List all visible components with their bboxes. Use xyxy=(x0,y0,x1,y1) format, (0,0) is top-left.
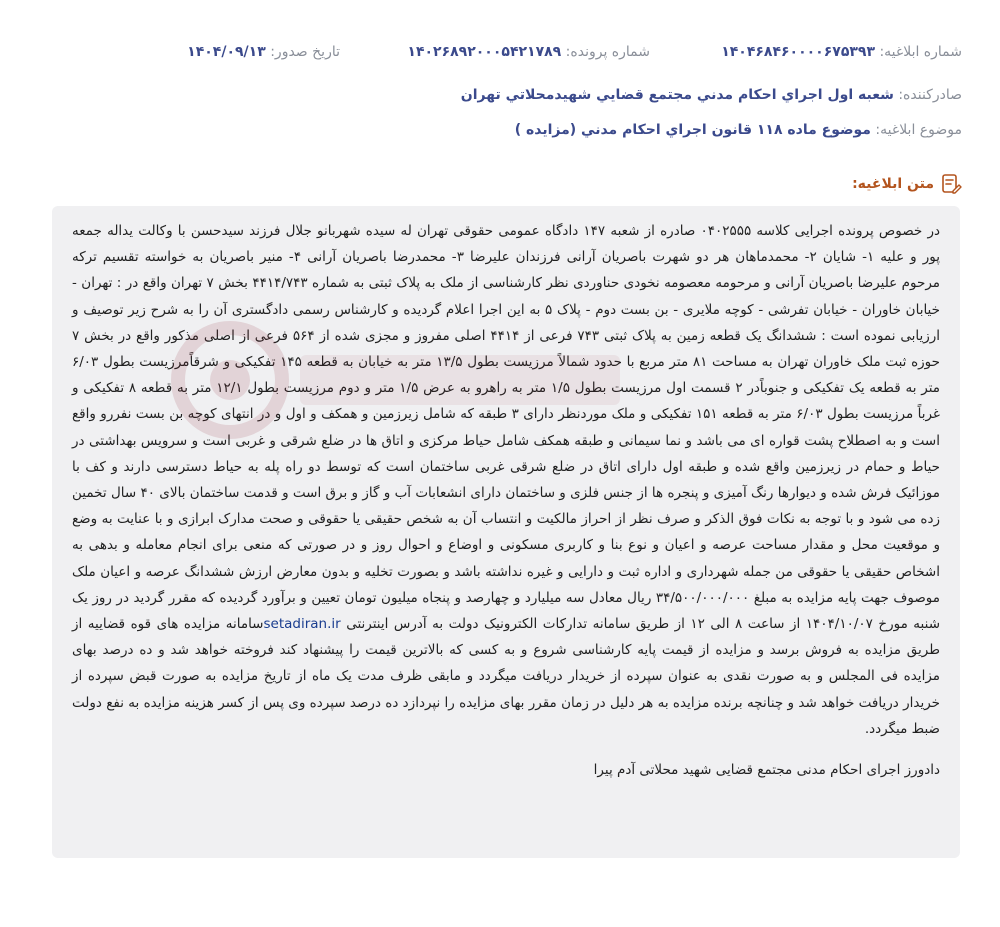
issuer-label: صادرکننده: xyxy=(898,87,962,103)
case-number xyxy=(407,44,650,60)
issue-date xyxy=(187,44,340,60)
issuer-value: شعبه اول اجراي احكام مدني مجتمع قضايي شهيدمحلاتي تهران xyxy=(460,87,894,103)
notice-body-text xyxy=(72,218,940,742)
notice-text-title: متن ابلاغیه: xyxy=(852,176,934,192)
subject-line xyxy=(515,122,962,138)
notice-body-part-2: سامانه مزایده های قوه قضاییه از طریق مزایده به فروش برسد و مزایده از قیمت پایه کارشناسی شروع و به کسی که بالاترین قیمت را پیشنهاد کند فروخته خواهد شد و ده درصد بهای مزایده فی المجلس و به صورت نقدی به عنوان سپرده از خریدار دریافت میگردد و مابقی ظرف مدت یک ماه از تاریخ مزایده به صورت قبض سپرده از خریدار دریافت خواهد شد و چنانچه برنده مزایده به هر دلیل در زمان مقرر بهای مزایده را نپردازد ده درصد سپرده وی پس از کسر هزینه مزایده به نفع دولت ضبط میگردد. xyxy=(72,616,940,737)
notice-body-box xyxy=(52,206,960,858)
case-number-label: شماره پرونده: xyxy=(565,44,650,60)
notice-body-part-1: در خصوص پرونده اجرایی کلاسه ۰۴۰۲۵۵۵ صادره از شعبه ۱۴۷ دادگاه عمومی حقوقی تهران له سیده شهربانو جلال فرزند سیدحسن با وکالت یداله جمعه پور و علیه ۱- شایان ۲- محمدماهان هر دو شهرت باصریان آرانی فرزندان علیرضا ۳- محمدرضا باصریان آرانی ۴- منیر باصریان به خواسته تقسیم ترکه مرحوم علیرضا باصریان آرانی و مرحومه معصومه نخودی حناوردی نظر کارشناسی از ملک به پلاک ثبتی به شماره ۴۴۱۴/۷۴۳ بخش ۷ تهران واقع در : تهران - خیابان خاوران - خیابان تفرشی - کوچه ملایری - بن بست دوم - پلاک ۵ به این اجرا اعلام گردیده و کارشناس رسمی دادگستری آن را به شرح زیر توصیف و ارزیابی نموده است : ششدانگ یک قطعه زمین به پلاک ثبتی ۷۴۳ فرعی از ۴۴۱۴ اصلی مفروز و مجزی شده از ۵۶۴ فرعی از اصلی مذکور واقع در بخش ۷ حوزه ثبت ملک خاوران تهران به مساحت ۸۱ متر مربع با حدود شمالاً مرزیست بطول ۱۳/۵ متر به خیابان به قطعه ۱۴۵ تفکیکی و شرقاًمرزیست بطول ۶/۰۳ متر به قطعه یک تفکیکی و جنوباًدر ۲ قسمت اول مرزیست بطول ۱/۵ متر به راهرو به عرض ۱/۵ متر و دوم مرزیست بطول ۱۲/۱ متر به قطعه ۸ تفکیکی و غرباً مرزیست بطول ۶/۰۳ متر به قطعه ۱۵۱ تفکیکی و ملک موردنظر دارای ۳ طبقه که شامل زیرزمین و همکف و اول و در انتهای کوچه بن بست نفررو واقع است و به اصطلاح پشت قواره ای می باشد و نما سیمانی و طبقه همکف شامل حیاط مرکزی و اتاق ها در ضلع شرقی و غربی است و سرویس بهداشتی در حیاط و حمام در زیرزمین واقع شده و طبقه اول دارای اتاق در ضلع شرقی غربی ساختمان است که توسط دو راه پله به حیاط دسترسی دارند و کف با موزائیک فرش شده و دیوارها رنگ آمیزی و پنجره ها از جنس فلزی و ساختمان دارای انشعابات آب و گاز و برق است و قدمت ساختمان بالای ۴۰ سال تخمین زده می شود و با توجه به نکات فوق الذکر و صرف نظر از احراز مالکیت و انتساب آن به شخص حقیقی یا حقوقی و صحت مدارک ابرازی و با عنایت به وضع و موقعیت محل و مقدار مساحت عرصه و اعیان و نوع بنا و کاربری مسکونی و اوضاع و احوال روز و در صورتی که منعی برای انجام معامله و بدهی به اشخاص حقیقی یا حقوقی من جمله شهرداری و اداره ثبت و دارایی و غیره نداشته باشد و بصورت تخلیه و بدون معارض ارزش ششدانگ عرصه و اعیان ملک موصوف جهت پایه مزایده به مبلغ ۳۴/۵۰۰/۰۰۰/۰۰۰ ریال معادل سه میلیارد و چهارصد و پنجاه میلیون تومان تعیین و برآورد گردیده که مقرر گردید در روز یک شنبه مورخ ۱۴۰۴/۱۰/۰۷ از ساعت ۸ الی ۱۲ از طریق سامانه تدارکات الکترونیک دولت به آدرس اینترنتی xyxy=(72,223,941,633)
notice-number-value: ۱۴۰۴۶۸۴۶۰۰۰۰۶۷۵۳۹۳ xyxy=(721,44,875,60)
notice-text-heading xyxy=(852,172,962,196)
signature-line: دادورز اجرای احکام مدنی مجتمع قضایی شهید محلاتی آدم پیرا xyxy=(593,762,940,779)
setadiran-link[interactable]: setadiran.ir xyxy=(263,616,341,633)
issuer-line xyxy=(461,87,962,103)
subject-label: موضوع ابلاغيه: xyxy=(875,122,962,138)
case-number-value: ۱۴۰۲۶۸۹۲۰۰۰۵۴۲۱۷۸۹ xyxy=(407,44,562,60)
issue-date-value: ۱۴۰۴/۰۹/۱۳ xyxy=(187,44,266,60)
subject-value: موضوع ماده ۱۱۸ قانون اجراي احكام مدني (مزايده ) xyxy=(514,122,871,138)
notice-number xyxy=(721,44,962,60)
issue-date-label: تاريخ صدور: xyxy=(270,44,340,60)
document-edit-icon xyxy=(940,173,962,195)
notice-number-label: شماره ابلاغيه: xyxy=(879,44,962,60)
notice-meta-row xyxy=(0,44,1000,70)
